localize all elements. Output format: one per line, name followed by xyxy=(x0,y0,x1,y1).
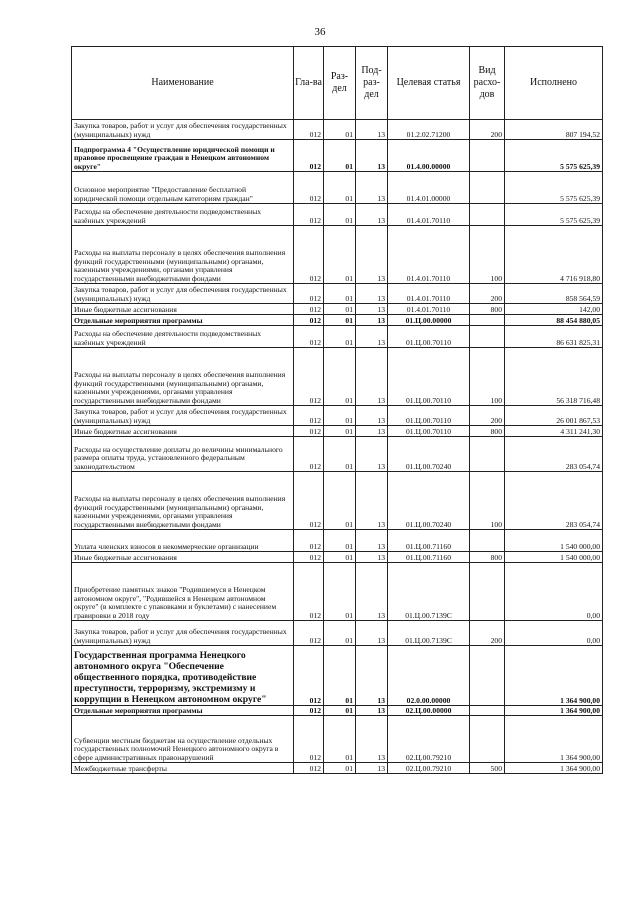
row-razdel: 01 xyxy=(324,315,356,326)
row-podrazdel: 13 xyxy=(356,315,388,326)
header-executed: Исполнено xyxy=(505,47,603,120)
row-podrazdel: 13 xyxy=(356,284,388,304)
row-podrazdel: 13 xyxy=(356,763,388,774)
row-name: Субвенции местным бюджетам на осуществление отдельных государственных полномочий Ненецкого автономного округа в сфере административных правонарушений xyxy=(72,716,294,763)
row-executed: 142,00 xyxy=(505,304,603,315)
table-body xyxy=(72,120,603,774)
row-name: Подпрограмма 4 "Осуществление юридической помощи и правовое просвещение граждан в Ненецком автономном округе" xyxy=(72,140,294,172)
row-razdel: 01 xyxy=(324,426,356,437)
row-razdel: 01 xyxy=(324,472,356,530)
row-razdel: 01 xyxy=(324,140,356,172)
row-podrazdel: 13 xyxy=(356,406,388,426)
row-name: Закупка товаров, работ и услуг для обеспечения государственных (муниципальных) нужд xyxy=(72,621,294,646)
row-target: 01.4.00.00000 xyxy=(388,140,470,172)
row-executed: 4 716 918,80 xyxy=(505,226,603,284)
row-target: 01.Ц.00.70110 xyxy=(388,348,470,406)
row-executed: 0,00 xyxy=(505,621,603,646)
row-type: 100 xyxy=(470,348,505,406)
row-glava: 012 xyxy=(294,172,324,204)
header-razdel: Раз-дел xyxy=(324,47,356,120)
row-name: Иные бюджетные ассигнования xyxy=(72,552,294,563)
row-glava: 012 xyxy=(294,530,324,552)
row-podrazdel: 13 xyxy=(356,530,388,552)
row-name: Закупка товаров, работ и услуг для обеспечения государственных (муниципальных) нужд xyxy=(72,120,294,140)
row-type xyxy=(470,437,505,472)
table-row xyxy=(72,348,603,406)
row-executed: 0,00 xyxy=(505,563,603,621)
row-name: Закупка товаров, работ и услуг для обеспечения государственных (муниципальных) нужд xyxy=(72,284,294,304)
table-row xyxy=(72,140,603,172)
header-type: Вид расхо-дов xyxy=(470,47,505,120)
table-row xyxy=(72,426,603,437)
row-razdel: 01 xyxy=(324,563,356,621)
row-podrazdel: 13 xyxy=(356,706,388,716)
header-glava: Гла-ва xyxy=(294,47,324,120)
row-glava: 012 xyxy=(294,326,324,348)
row-podrazdel: 13 xyxy=(356,472,388,530)
table-row xyxy=(72,472,603,530)
row-name: Приобретение памятных знаков "Родившемуся в Ненецком автономном округе", "Родившейся в Ненецком автономном округе" (в комплекте с упаковками и буклетами) с нанесением гравировки в 2018 году xyxy=(72,563,294,621)
row-type xyxy=(470,172,505,204)
row-razdel: 01 xyxy=(324,646,356,706)
row-target: 01.Ц.00.70240 xyxy=(388,437,470,472)
row-type xyxy=(470,315,505,326)
row-glava: 012 xyxy=(294,563,324,621)
row-executed: 1 364 900,00 xyxy=(505,763,603,774)
page-number: 36 xyxy=(314,26,326,38)
table-row xyxy=(72,120,603,140)
row-type xyxy=(470,646,505,706)
table-row xyxy=(72,706,603,716)
row-executed: 858 564,59 xyxy=(505,284,603,304)
row-podrazdel: 13 xyxy=(356,552,388,563)
table-row xyxy=(72,763,603,774)
row-type xyxy=(470,140,505,172)
row-executed: 283 054,74 xyxy=(505,437,603,472)
row-podrazdel: 13 xyxy=(356,348,388,406)
row-executed: 5 575 625,39 xyxy=(505,204,603,226)
row-target: 01.Ц.00.7139С xyxy=(388,621,470,646)
row-glava: 012 xyxy=(294,763,324,774)
row-razdel: 01 xyxy=(324,621,356,646)
row-executed: 1 364 900,00 xyxy=(505,706,603,716)
row-glava: 012 xyxy=(294,437,324,472)
row-type: 100 xyxy=(470,472,505,530)
row-target: 02.0.00.00000 xyxy=(388,646,470,706)
row-name: Уплата членских взносов в некоммерческие организации xyxy=(72,530,294,552)
row-razdel: 01 xyxy=(324,172,356,204)
table-row xyxy=(72,304,603,315)
row-target: 01.Ц.00.7139С xyxy=(388,563,470,621)
row-podrazdel: 13 xyxy=(356,326,388,348)
row-type xyxy=(470,530,505,552)
budget-table xyxy=(71,46,603,774)
row-name: Иные бюджетные ассигнования xyxy=(72,304,294,315)
row-podrazdel: 13 xyxy=(356,204,388,226)
row-type: 800 xyxy=(470,426,505,437)
row-podrazdel: 13 xyxy=(356,716,388,763)
row-razdel: 01 xyxy=(324,326,356,348)
row-name: Расходы на обеспечение деятельности подведомственных казённых учреждений xyxy=(72,204,294,226)
row-executed: 807 194,52 xyxy=(505,120,603,140)
row-target: 01.4.01.70110 xyxy=(388,226,470,284)
row-executed: 26 001 867,53 xyxy=(505,406,603,426)
row-name: Основное мероприятие "Предоставление бесплатной юридической помощи отдельным категориям граждан" xyxy=(72,172,294,204)
row-podrazdel: 13 xyxy=(356,140,388,172)
row-razdel: 01 xyxy=(324,552,356,563)
row-target: 01.Ц.00.71160 xyxy=(388,552,470,563)
table-row xyxy=(72,552,603,563)
row-executed: 1 540 000,00 xyxy=(505,552,603,563)
row-podrazdel: 13 xyxy=(356,563,388,621)
row-razdel: 01 xyxy=(324,716,356,763)
row-type: 800 xyxy=(470,304,505,315)
row-type xyxy=(470,716,505,763)
row-name: Расходы на обеспечение деятельности подведомственных казённых учреждений xyxy=(72,326,294,348)
row-razdel: 01 xyxy=(324,304,356,315)
row-type xyxy=(470,326,505,348)
row-target: 01.4.01.00000 xyxy=(388,172,470,204)
row-target: 02.Ц.00.00000 xyxy=(388,706,470,716)
row-razdel: 01 xyxy=(324,437,356,472)
row-podrazdel: 13 xyxy=(356,226,388,284)
row-name: Расходы на выплаты персоналу в целях обеспечения выполнения функций государственными (муниципальными) органами, казенными учреждениями, органами управления государственными внебюджетными фондами xyxy=(72,348,294,406)
row-executed: 86 631 825,31 xyxy=(505,326,603,348)
row-target: 02.Ц.00.79210 xyxy=(388,716,470,763)
row-target: 01.4.01.70110 xyxy=(388,204,470,226)
row-type: 200 xyxy=(470,406,505,426)
table-row xyxy=(72,716,603,763)
table-row xyxy=(72,563,603,621)
row-razdel: 01 xyxy=(324,348,356,406)
row-podrazdel: 13 xyxy=(356,172,388,204)
row-type: 100 xyxy=(470,226,505,284)
row-razdel: 01 xyxy=(324,226,356,284)
row-target: 02.Ц.00.79210 xyxy=(388,763,470,774)
table-row xyxy=(72,326,603,348)
table-row xyxy=(72,621,603,646)
row-name: Межбюджетные трансферты xyxy=(72,763,294,774)
row-target: 01.Ц.00.70110 xyxy=(388,426,470,437)
row-glava: 012 xyxy=(294,406,324,426)
row-glava: 012 xyxy=(294,426,324,437)
row-executed: 56 318 716,48 xyxy=(505,348,603,406)
row-target: 01.Ц.00.70110 xyxy=(388,406,470,426)
row-name: Расходы на выплаты персоналу в целях обеспечения выполнения функций государственными (муниципальными) органами, казенными учреждениями, органами управления государственными внебюджетными фондами xyxy=(72,472,294,530)
row-podrazdel: 13 xyxy=(356,304,388,315)
table-row xyxy=(72,284,603,304)
row-target: 01.4.01.70110 xyxy=(388,304,470,315)
row-glava: 012 xyxy=(294,716,324,763)
row-razdel: 01 xyxy=(324,284,356,304)
row-type: 500 xyxy=(470,763,505,774)
row-type xyxy=(470,563,505,621)
row-name: Расходы на выплаты персоналу в целях обеспечения выполнения функций государственными (муниципальными) органами, казенными учреждениями, органами управления государственными внебюджетными фондами xyxy=(72,226,294,284)
row-podrazdel: 13 xyxy=(356,120,388,140)
row-glava: 012 xyxy=(294,304,324,315)
table-row xyxy=(72,172,603,204)
row-name: Иные бюджетные ассигнования xyxy=(72,426,294,437)
row-glava: 012 xyxy=(294,140,324,172)
table-header-row xyxy=(72,47,603,120)
row-glava: 012 xyxy=(294,120,324,140)
header-podrazdel: Под-раз-дел xyxy=(356,47,388,120)
row-executed: 1 364 900,00 xyxy=(505,646,603,706)
row-podrazdel: 13 xyxy=(356,437,388,472)
row-target: 01.2.02.71200 xyxy=(388,120,470,140)
header-target: Целевая статья xyxy=(388,47,470,120)
table-row xyxy=(72,204,603,226)
row-executed: 5 575 625,39 xyxy=(505,172,603,204)
row-target: 01.4.01.70110 xyxy=(388,284,470,304)
row-glava: 012 xyxy=(294,348,324,406)
row-razdel: 01 xyxy=(324,530,356,552)
table-row xyxy=(72,315,603,326)
row-type: 200 xyxy=(470,284,505,304)
row-type: 800 xyxy=(470,552,505,563)
table-row xyxy=(72,437,603,472)
row-glava: 012 xyxy=(294,472,324,530)
row-name: Расходы на осуществление доплаты до величины минимального размера оплаты труда, установленного федеральным законодательством xyxy=(72,437,294,472)
row-glava: 012 xyxy=(294,204,324,226)
row-glava: 012 xyxy=(294,621,324,646)
row-razdel: 01 xyxy=(324,120,356,140)
row-podrazdel: 13 xyxy=(356,621,388,646)
row-executed: 283 054,74 xyxy=(505,472,603,530)
row-razdel: 01 xyxy=(324,204,356,226)
row-executed: 1 364 900,00 xyxy=(505,716,603,763)
row-type xyxy=(470,204,505,226)
row-target: 01.Ц.00.71160 xyxy=(388,530,470,552)
row-razdel: 01 xyxy=(324,763,356,774)
row-razdel: 01 xyxy=(324,406,356,426)
row-glava: 012 xyxy=(294,284,324,304)
row-glava: 012 xyxy=(294,315,324,326)
row-name: Государственная программа Ненецкого автономного округа "Обеспечение общественного порядка, противодействие преступности, терроризму, экстремизму и коррупции в Ненецком автономном округе" xyxy=(72,646,294,706)
row-target: 01.Ц.00.70240 xyxy=(388,472,470,530)
header-name: Наименование xyxy=(72,47,294,120)
table-row xyxy=(72,530,603,552)
row-name: Отдельные мероприятия программы xyxy=(72,706,294,716)
row-podrazdel: 13 xyxy=(356,426,388,437)
row-name: Закупка товаров, работ и услуг для обеспечения государственных (муниципальных) нужд xyxy=(72,406,294,426)
row-glava: 012 xyxy=(294,226,324,284)
table-row xyxy=(72,646,603,706)
row-target: 01.Ц.00.00000 xyxy=(388,315,470,326)
row-executed: 1 540 000,00 xyxy=(505,530,603,552)
row-target: 01.Ц.00.70110 xyxy=(388,326,470,348)
table-row xyxy=(72,406,603,426)
row-type xyxy=(470,706,505,716)
row-name: Отдельные мероприятия программы xyxy=(72,315,294,326)
row-executed: 5 575 625,39 xyxy=(505,140,603,172)
row-type: 200 xyxy=(470,621,505,646)
row-type: 200 xyxy=(470,120,505,140)
row-razdel: 01 xyxy=(324,706,356,716)
row-executed: 88 454 880,05 xyxy=(505,315,603,326)
row-podrazdel: 13 xyxy=(356,646,388,706)
row-glava: 012 xyxy=(294,706,324,716)
row-executed: 4 311 241,30 xyxy=(505,426,603,437)
row-glava: 012 xyxy=(294,552,324,563)
table-row xyxy=(72,226,603,284)
row-glava: 012 xyxy=(294,646,324,706)
